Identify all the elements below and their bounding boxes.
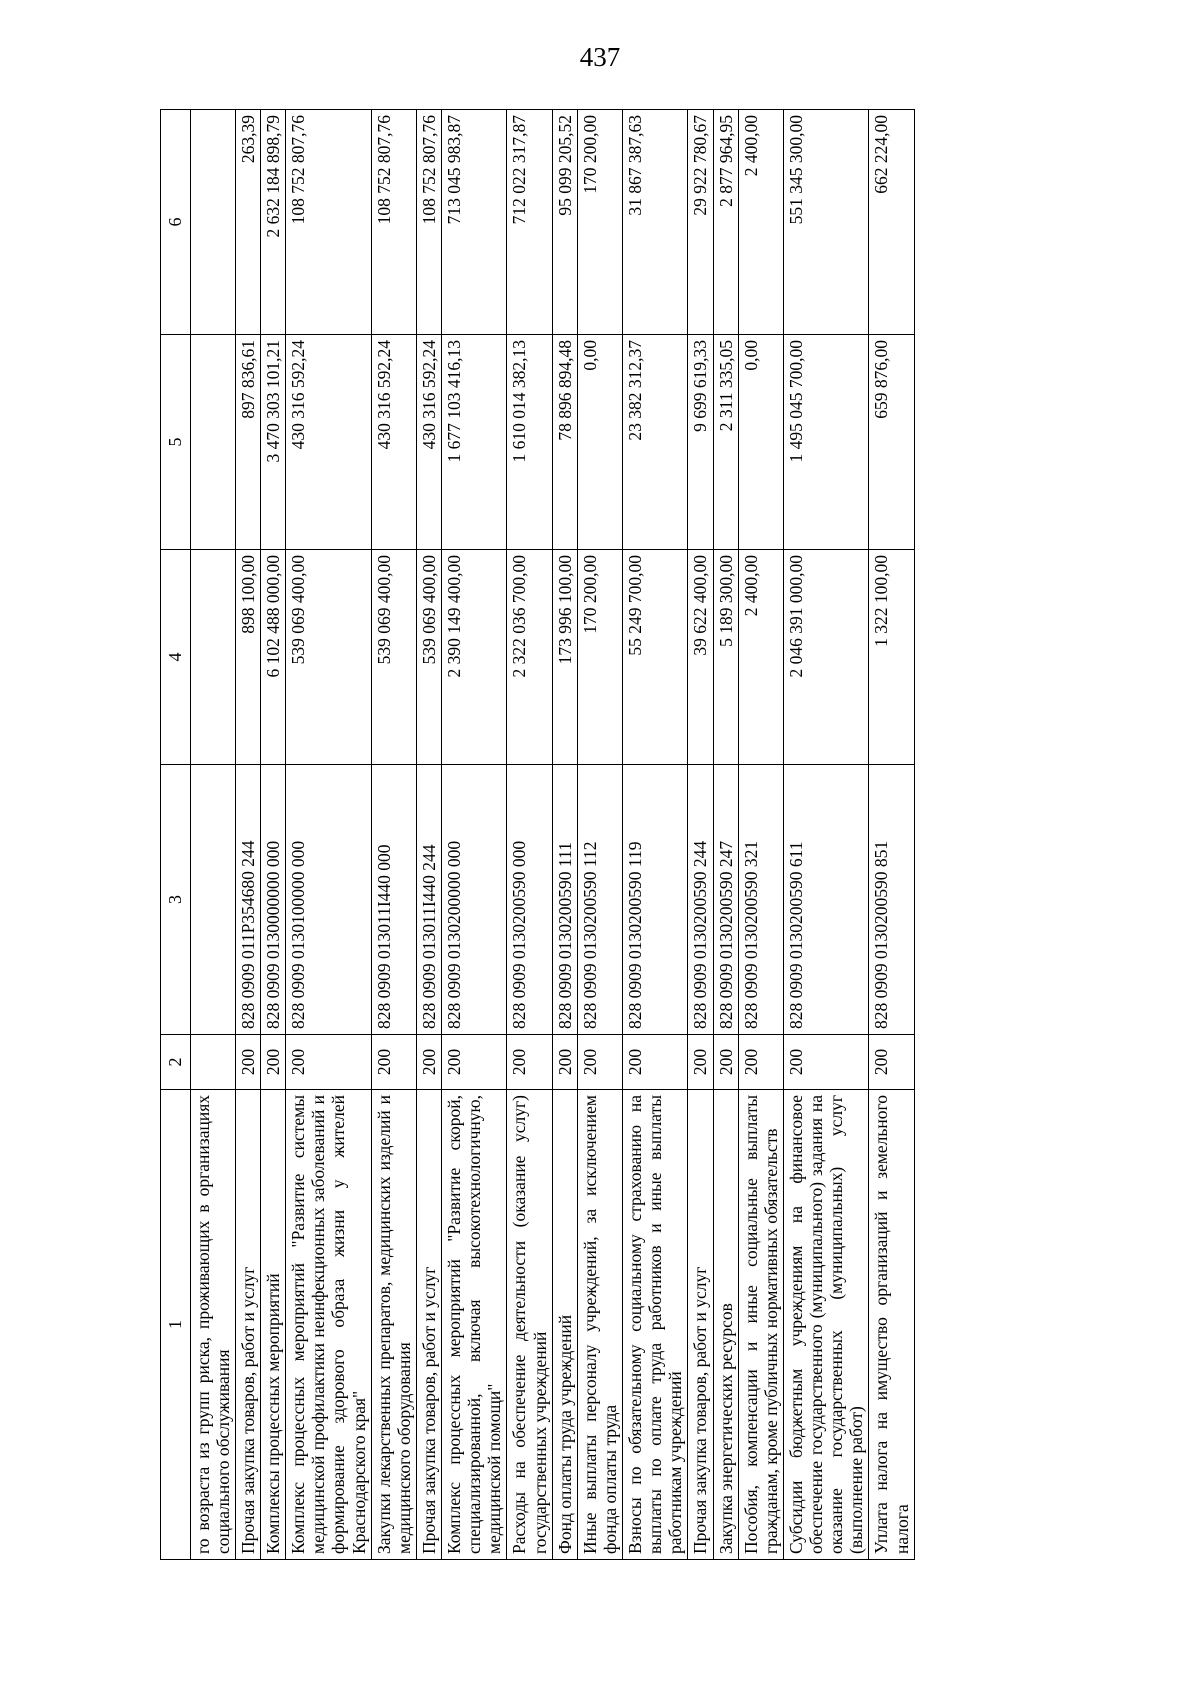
row-executed-amount: 0,00 xyxy=(577,335,622,550)
row-unexecuted-amount: 263,39 xyxy=(235,110,260,335)
row-description: Закупки лекарственных препаратов, медицинских изделий и медицинского оборудования xyxy=(371,1090,416,1560)
table-row xyxy=(286,110,372,1560)
row-description: Закупка энергетических ресурсов xyxy=(713,1090,738,1560)
row-budget-code: 828 0909 013011I440 000 xyxy=(371,765,416,1035)
row-unexecuted-amount: 95 099 205,52 xyxy=(552,110,577,335)
row-budget-code: 828 0909 0130000000 000 xyxy=(261,765,286,1035)
row-description: Прочая закупка товаров, работ и услуг xyxy=(416,1090,441,1560)
row-approved-amount: 170 200,00 xyxy=(577,550,622,765)
row-description: Расходы на обеспечение деятельности (оказание услуг) государственных учреждений xyxy=(507,1090,552,1560)
row-approved-amount: 2 046 391 000,00 xyxy=(783,550,869,765)
row-unexecuted-amount: 29 922 780,67 xyxy=(688,110,713,335)
row-approved-amount: 539 069 400,00 xyxy=(371,550,416,765)
row-approved-amount: 173 996 100,00 xyxy=(552,550,577,765)
table-row xyxy=(190,110,235,1560)
row-section-code: 200 xyxy=(442,1035,507,1090)
table-row xyxy=(442,110,507,1560)
row-description: Фонд оплаты труда учреждений xyxy=(552,1090,577,1560)
row-section-code: 200 xyxy=(713,1035,738,1090)
table-row xyxy=(623,110,688,1560)
row-executed-amount: 3 470 303 101,21 xyxy=(261,335,286,550)
table-row xyxy=(577,110,622,1560)
row-section-code: 200 xyxy=(286,1035,372,1090)
row-description: Комплекс процессных мероприятий "Развитие скорой, специализированной, включая высокотехнологичную, медицинской помощи" xyxy=(442,1090,507,1560)
table-row xyxy=(783,110,869,1560)
rotated-table-container xyxy=(160,110,1100,1560)
table-row xyxy=(738,110,783,1560)
row-section-code: 200 xyxy=(507,1035,552,1090)
row-description: Комплекс процессных мероприятий "Развитие системы медицинской профилактики неинфекционных заболеваний и формирование здорового образа жизни у жителей Краснодарского края" xyxy=(286,1090,372,1560)
row-section-code: 200 xyxy=(416,1035,441,1090)
table-row xyxy=(371,110,416,1560)
column-header: 2 xyxy=(161,1035,191,1090)
table-row xyxy=(261,110,286,1560)
budget-table xyxy=(160,109,915,1560)
table-row xyxy=(713,110,738,1560)
column-header: 5 xyxy=(161,335,191,550)
row-unexecuted-amount: 108 752 807,76 xyxy=(371,110,416,335)
table-row xyxy=(416,110,441,1560)
row-approved-amount: 539 069 400,00 xyxy=(416,550,441,765)
row-description: Прочая закупка товаров, работ и услуг xyxy=(235,1090,260,1560)
row-executed-amount: 430 316 592,24 xyxy=(416,335,441,550)
row-unexecuted-amount: 712 022 317,87 xyxy=(507,110,552,335)
row-approved-amount: 2 390 149 400,00 xyxy=(442,550,507,765)
row-budget-code: 828 0909 0130200590 119 xyxy=(623,765,688,1035)
row-executed-amount: 2 311 335,05 xyxy=(713,335,738,550)
column-header: 4 xyxy=(161,550,191,765)
row-unexecuted-amount: 662 224,00 xyxy=(869,110,914,335)
row-budget-code: 828 0909 0130100000 000 xyxy=(286,765,372,1035)
row-approved-amount: 39 622 400,00 xyxy=(688,550,713,765)
row-unexecuted-amount: 31 867 387,63 xyxy=(623,110,688,335)
row-section-code: 200 xyxy=(371,1035,416,1090)
row-section-code: 200 xyxy=(738,1035,783,1090)
table-row xyxy=(869,110,914,1560)
row-description: Комплексы процессных мероприятий xyxy=(261,1090,286,1560)
row-description: го возраста из групп риска, проживающих в организациях социального обслуживания xyxy=(190,1090,235,1560)
row-budget-code: 828 0909 0130200590 247 xyxy=(713,765,738,1035)
row-unexecuted-amount: 551 345 300,00 xyxy=(783,110,869,335)
row-approved-amount: 55 249 700,00 xyxy=(623,550,688,765)
row-unexecuted-amount: 2 400,00 xyxy=(738,110,783,335)
column-header: 1 xyxy=(161,1090,191,1560)
row-section-code: 200 xyxy=(552,1035,577,1090)
row-budget-code: 828 0909 0130200000 000 xyxy=(442,765,507,1035)
row-budget-code: 828 0909 0130200590 000 xyxy=(507,765,552,1035)
row-unexecuted-amount: 2 632 184 898,79 xyxy=(261,110,286,335)
row-budget-code: 828 0909 0130200590 851 xyxy=(869,765,914,1035)
row-section-code: 200 xyxy=(783,1035,869,1090)
row-executed-amount: 1 610 014 382,13 xyxy=(507,335,552,550)
row-executed-amount: 0,00 xyxy=(738,335,783,550)
row-executed-amount: 9 699 619,33 xyxy=(688,335,713,550)
table-row xyxy=(688,110,713,1560)
row-executed-amount: 1 495 045 700,00 xyxy=(783,335,869,550)
row-executed-amount: 897 836,61 xyxy=(235,335,260,550)
table-row xyxy=(235,110,260,1560)
column-header: 3 xyxy=(161,765,191,1035)
row-section-code: 200 xyxy=(261,1035,286,1090)
table-row xyxy=(552,110,577,1560)
table-row xyxy=(507,110,552,1560)
row-executed-amount: 430 316 592,24 xyxy=(371,335,416,550)
row-budget-code: 828 0909 0130200590 244 xyxy=(688,765,713,1035)
row-description: Субсидии бюджетным учреждениям на финансовое обеспечение государственного (муниципального) задания на оказание государственных (муниципальных) услуг (выполнение работ) xyxy=(783,1090,869,1560)
row-section-code xyxy=(190,1035,235,1090)
row-description: Уплата налога на имущество организаций и земельного налога xyxy=(869,1090,914,1560)
row-budget-code: 828 0909 0130200590 112 xyxy=(577,765,622,1035)
row-budget-code: 828 0909 0130200590 321 xyxy=(738,765,783,1035)
row-description: Иные выплаты персоналу учреждений, за исключением фонда оплаты труда xyxy=(577,1090,622,1560)
row-approved-amount: 2 400,00 xyxy=(738,550,783,765)
row-unexecuted-amount: 108 752 807,76 xyxy=(286,110,372,335)
row-unexecuted-amount: 108 752 807,76 xyxy=(416,110,441,335)
row-executed-amount xyxy=(190,335,235,550)
row-approved-amount: 6 102 488 000,00 xyxy=(261,550,286,765)
row-budget-code: 828 0909 011P354680 244 xyxy=(235,765,260,1035)
row-executed-amount: 78 896 894,48 xyxy=(552,335,577,550)
row-description: Пособия, компенсации и иные социальные выплаты гражданам, кроме публичных нормативных обязательств xyxy=(738,1090,783,1560)
row-executed-amount: 430 316 592,24 xyxy=(286,335,372,550)
row-approved-amount: 898 100,00 xyxy=(235,550,260,765)
row-approved-amount: 2 322 036 700,00 xyxy=(507,550,552,765)
row-budget-code xyxy=(190,765,235,1035)
row-section-code: 200 xyxy=(235,1035,260,1090)
row-executed-amount: 659 876,00 xyxy=(869,335,914,550)
row-approved-amount: 5 189 300,00 xyxy=(713,550,738,765)
row-section-code: 200 xyxy=(869,1035,914,1090)
row-approved-amount: 539 069 400,00 xyxy=(286,550,372,765)
row-unexecuted-amount: 170 200,00 xyxy=(577,110,622,335)
row-budget-code: 828 0909 013011I440 244 xyxy=(416,765,441,1035)
row-unexecuted-amount: 713 045 983,87 xyxy=(442,110,507,335)
row-description: Взносы по обязательному социальному страхованию на выплаты по оплате труда работников и иные выплаты работникам учреждений xyxy=(623,1090,688,1560)
page-number: 437 xyxy=(579,42,621,72)
row-approved-amount xyxy=(190,550,235,765)
row-unexecuted-amount xyxy=(190,110,235,335)
row-budget-code: 828 0909 0130200590 611 xyxy=(783,765,869,1035)
row-section-code: 200 xyxy=(688,1035,713,1090)
column-header: 6 xyxy=(161,110,191,335)
row-executed-amount: 23 382 312,37 xyxy=(623,335,688,550)
row-section-code: 200 xyxy=(623,1035,688,1090)
table-header-row xyxy=(161,110,191,1560)
row-budget-code: 828 0909 0130200590 111 xyxy=(552,765,577,1035)
row-executed-amount: 1 677 103 416,13 xyxy=(442,335,507,550)
row-approved-amount: 1 322 100,00 xyxy=(869,550,914,765)
row-description: Прочая закупка товаров, работ и услуг xyxy=(688,1090,713,1560)
row-unexecuted-amount: 2 877 964,95 xyxy=(713,110,738,335)
row-section-code: 200 xyxy=(577,1035,622,1090)
